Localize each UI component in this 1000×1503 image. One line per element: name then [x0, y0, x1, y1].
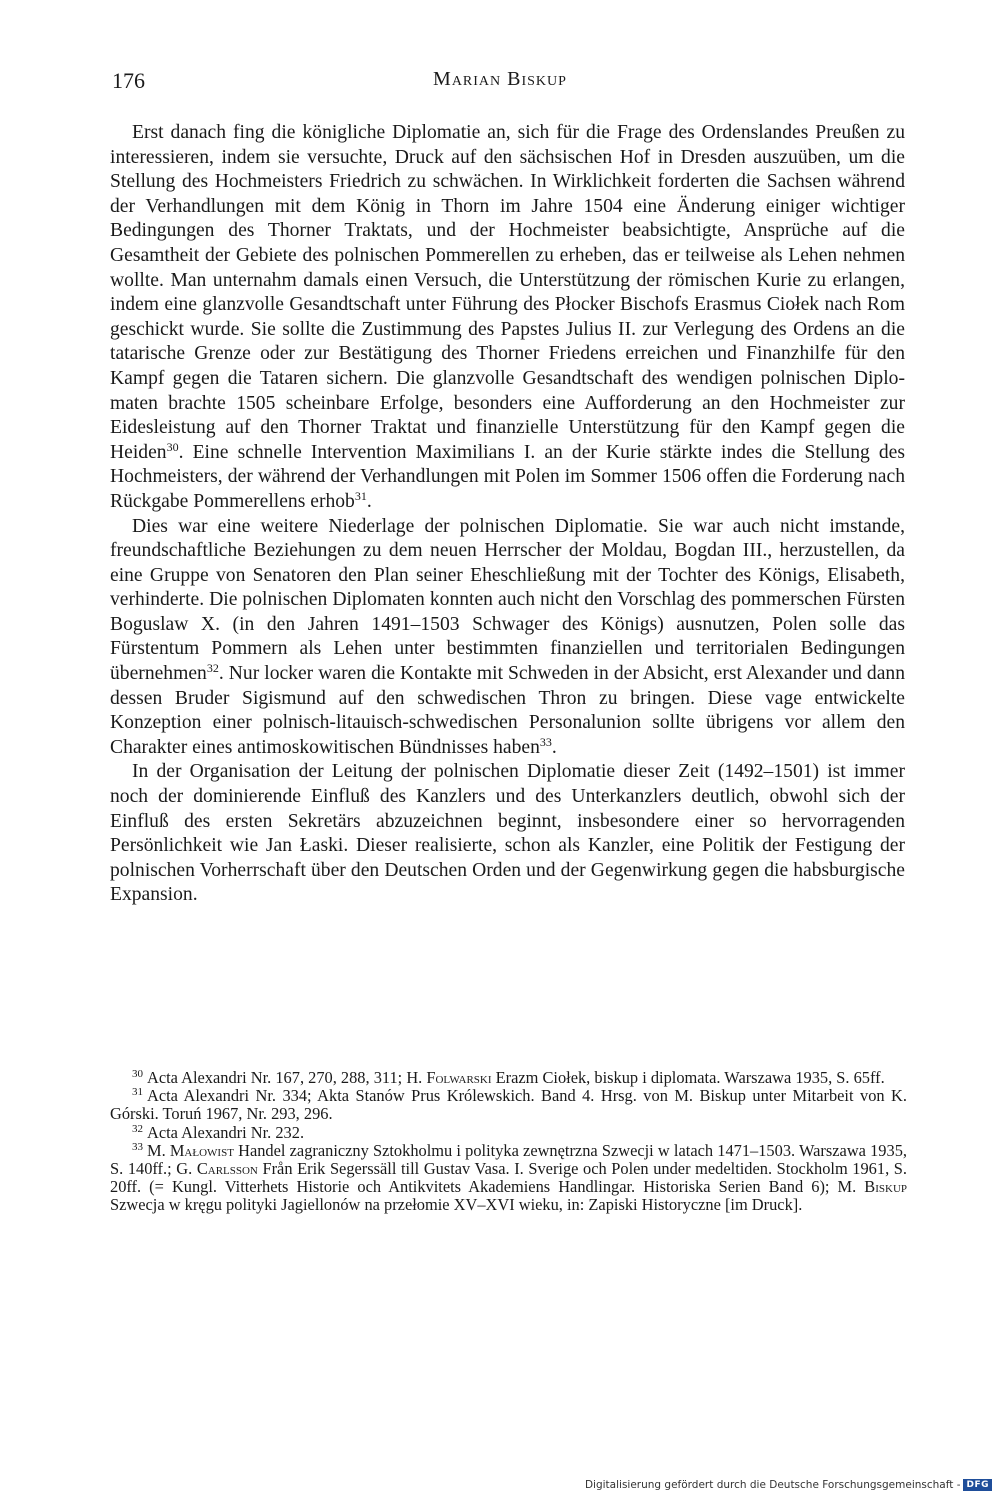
footnote-ref-30[interactable]: 30: [166, 439, 179, 454]
footnote-text: Acta Alexandri Nr. 232.: [147, 1122, 305, 1142]
paragraph-text: .: [366, 490, 372, 512]
footnote-number: 33: [132, 1140, 143, 1153]
footnote-text: Acta Alexandri Nr. 167, 270, 288, 311; H.: [147, 1068, 427, 1087]
author-name: Folwarski: [426, 1068, 492, 1087]
running-head: Marian Biskup: [433, 68, 567, 90]
paragraph-1: [110, 121, 905, 515]
paragraph-text: Erst danach fing die königliche Diplomatie an, sich für die Frage des Ordenslandes Preußen zu interessieren, indem sie versuchte, Druck auf den sächsischen Hof in Dresden auszuüben, um die Stellung des Hochmeisters Friedrich zu schwächen. In Wirklichkeit forderten die Sachsen während der Verhandlungen mit dem König in Thorn im Jahre 1504 eine Änderung einiger wichtiger Bedingungen des Thorner Traktats, und der Hochmeister beabsichtigte, Ansprüche auf die Gesamtheit der Gebiete des polnischen Pommerellen zu erheben, das er teilweise als Lehen nehmen wollte. Man unternahm damals einen Versuch, die Unterstützung der römischen Kurie zu erlangen, indem eine glanzvolle Gesandtschaft unter Führung des Płocker Bischofs Erasmus Ciołek nach Rom geschickt wurde. Sie sollte die Zustimmung des Papstes Julius II. zur Verlegung des Ordens an die tatarische Grenze oder zur Bestätigung des Thorner Friedens erreichen und Finanzhilfe für den Kampf gegen die Tataren sichern. Die glanzvolle Gesandtschaft des wendigen polnischen Diplomaten brachte 1505 scheinbare Erfolge, besonders eine Aufforderung an den Hochmeister zur Eidesleistung auf den Thorner Traktat und finanzielle Unterstützung für den Kampf gegen die Heiden: [110, 122, 905, 463]
footnote-text: Handel zagraniczny Sztokholmu i polityka zewnętrzna Szwecji w latach 1471–1503. Warszawa 1935, S. 140ff.; G.: [110, 1140, 907, 1179]
footnote-ref-32[interactable]: 32: [206, 661, 219, 676]
author-name: Carlsson: [196, 1159, 258, 1179]
footnote-text: M.: [147, 1140, 170, 1160]
paragraph-text: In der Organisation der Leitung der polnischen Diplomatie dieser Zeit (1492–1501) ist immer noch der dominierende Einfluß des Kanzlers und des Unterkanzlers deutlich, obwohl sich der Einfluß des ersten Sekretärs abzuzeichnen beginnt, insbesondere einer so hervorragenden Persönlichkeit wie Jan Łaski. Dieser realisierte, schon als Kanzler, eine Politik der Festigung der polnischen Vorherrschaft über den Deutschen Orden und der Gegenwirkung gegen die habsburgische Expansion.: [110, 761, 905, 906]
digitization-footer: [585, 1479, 992, 1491]
footnote-text: Från Erik Segerssäll till Gustav Vasa. I. Sverige och Polen under medeltiden. Stockholm 1961, S. 20ff. (= Kungl. Vitterhets Historie och Antikvitets Akademiens Handlingar. Historiska Serien Band 6); M.: [110, 1159, 907, 1197]
footnotes: [110, 1069, 907, 1215]
paragraph-2: [110, 515, 905, 761]
paragraph-3: [110, 760, 905, 908]
footnote-number: 31: [132, 1086, 143, 1099]
author-name: Biskup: [864, 1177, 907, 1197]
paragraph-text: .: [551, 736, 557, 758]
footnote-number: 32: [132, 1122, 143, 1135]
page-number: 176: [112, 68, 145, 93]
paragraph-text: . Nur locker waren die Kontakte mit Schweden in der Absicht, erst Alexander und dann dessen Bruder Sigismund auf den schwedischen Thron zu bringen. Diese vage entwickelte Konzeption einer polnisch-litauisch-schwedischen Personalunion sollte übrigens vor allem den Charakter eines antimoskowitischen Bündnisses haben: [110, 663, 905, 758]
footnote-text: Erazm Ciołek, biskup i diplomata. Warszawa 1935, S. 65ff.: [491, 1068, 885, 1087]
body-text: [110, 121, 905, 908]
footnote-ref-31[interactable]: 31: [354, 488, 367, 503]
footnote-text: Acta Alexandri Nr. 334; Akta Stanów Prus Królewskich. Band 4. Hrsg. von M. Biskup unter Mitarbeit von K. Górski. Toruń 1967, Nr. 293, 296.: [110, 1086, 907, 1124]
footnote-number: 30: [132, 1068, 143, 1080]
paragraph-text: . Eine schnelle Intervention Maximilians I. an der Kurie stärkte indes die Stellung des Hochmeisters, der während der Verhandlungen mit Polen im Sommer 1506 offen die Forderung nach Rückgabe Pommerellens erhob: [110, 441, 905, 512]
footnote-ref-33[interactable]: 33: [539, 734, 552, 749]
footer-text: Digitalisierung gefördert durch die Deutsche Forschungsgemeinschaft -: [584, 1479, 961, 1491]
footnote-32: [110, 1124, 907, 1142]
footnote-31: [110, 1087, 907, 1123]
author-name: Małowist: [169, 1140, 234, 1160]
paragraph-text: Dies war eine weitere Niederlage der polnischen Diplomatie. Sie war auch nicht imstande, freundschaftliche Beziehungen zu dem neuen Herrscher der Moldau, Bogdan III., herzustellen, da eine Gruppe von Senatoren den Plan seiner Eheschließung mit der Tochter des Königs, Elisabeth, verhinderte. Die polnischen Diplomaten konnten auch nicht den Vorschlag des pommerschen Fürsten Boguslaw X. (in den Jahren 1491–1503 Schwager des Königs) ausnutzen, Polen solle das Fürstentum Pommern als Lehen unter bestimmten finanziellen und territorialen Bedingungen übernehmen: [110, 515, 905, 685]
dfg-logo-icon: DFG: [963, 1479, 992, 1491]
footnote-33: [110, 1142, 907, 1215]
footnote-30: [110, 1069, 907, 1087]
footnote-text: Szwecja w kręgu polityki Jagiellonów na przełomie XV–XVI wieku, in: Zapiski Historyczne [im Druck].: [110, 1195, 803, 1215]
